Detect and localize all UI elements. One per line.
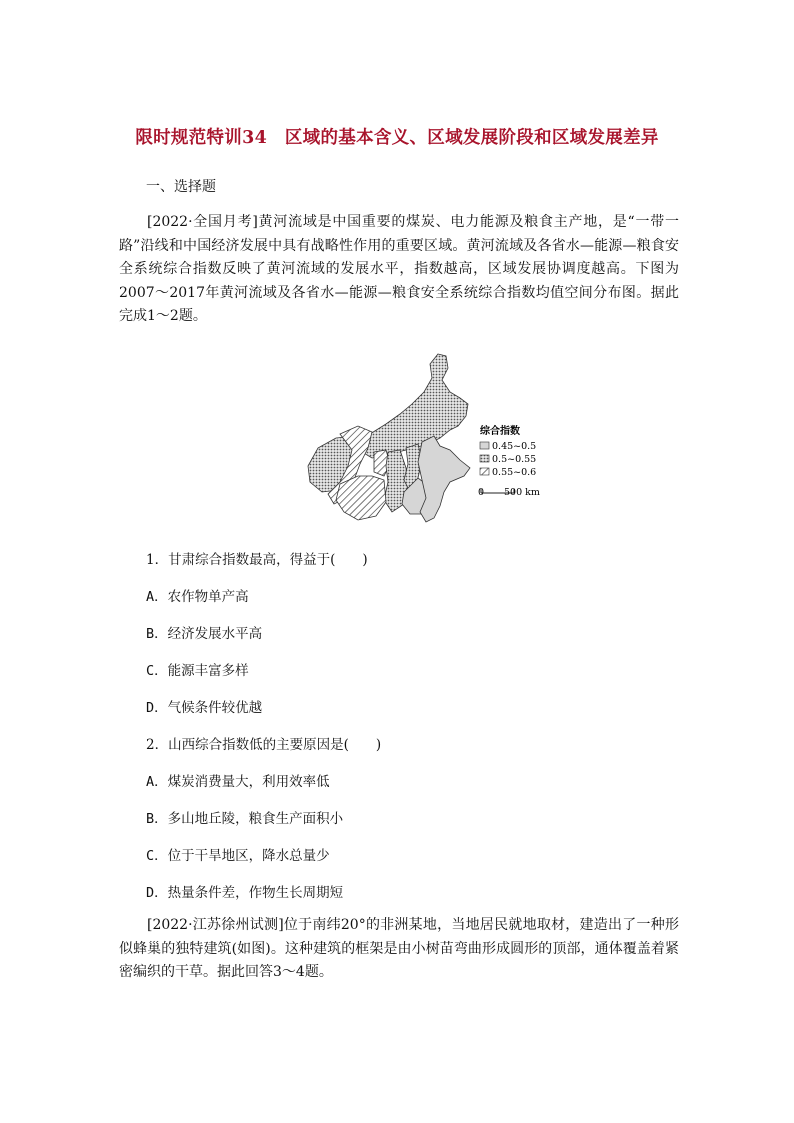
legend-title: 综合指数 bbox=[480, 426, 520, 437]
page-title: 限时规范特训34 区域的基本含义、区域发展阶段和区域发展差异 bbox=[135, 128, 659, 148]
map-svg bbox=[300, 352, 550, 524]
question-2-option-a: A．煤炭消费量大，利用效率低 bbox=[146, 774, 330, 790]
legend-item-3: 0.55~0.6 bbox=[492, 467, 537, 478]
section-heading: 一、选择题 bbox=[146, 179, 216, 195]
scale-label: 500 km bbox=[504, 487, 540, 498]
yellow-river-index-map bbox=[300, 352, 550, 524]
question-1-option-d: D．气候条件较优越 bbox=[146, 700, 263, 716]
legend-item-2: 0.5~0.55 bbox=[492, 454, 537, 465]
question-2-option-b: B．多山地丘陵，粮食生产面积小 bbox=[146, 811, 344, 827]
scale-zero: 0 bbox=[478, 487, 485, 498]
region-sichuan bbox=[336, 476, 386, 520]
question-1-option-a: A．农作物单产高 bbox=[146, 589, 249, 605]
passage-yellow-river: [2022·全国月考]黄河流域是中国重要的煤炭、电力能源及粮食主产地，是“一带一路”沿线和中国经济发展中具有战略性作用的重要区域。黄河流域及各省水—能源—粮食安全系统综合指数反映了黄河流域的发展水平，指数越高，区域发展协调度越高。下图为2007～2017年黄河流域及各省水—能源—粮食安全系统综合指数均值空间分布图。据此完成1～2题。 bbox=[119, 214, 679, 324]
legend-swatch-dotted bbox=[480, 455, 489, 462]
question-2-option-c: C．位于干旱地区，降水总量少 bbox=[146, 848, 330, 864]
legend-item-1: 0.45~0.5 bbox=[492, 441, 537, 452]
passage-africa-building: [2022·江苏徐州试测]位于南纬20°的非洲某地，当地居民就地取材，建造出了一种形似蜂巢的独特建筑(如图)。这种建筑的框架是由小树苗弯曲形成圆形的顶部，通体覆盖着紧密编织的干草。据此回答3～4题。 bbox=[119, 917, 679, 980]
question-1-option-c: C．能源丰富多样 bbox=[146, 663, 249, 679]
region-inner-mongolia bbox=[356, 354, 468, 458]
question-1-stem: 1．甘肃综合指数最高，得益于( ) bbox=[146, 552, 368, 568]
legend-swatch-light bbox=[480, 442, 489, 449]
question-2-stem: 2．山西综合指数低的主要原因是( ) bbox=[146, 737, 382, 753]
region-shandong bbox=[418, 436, 470, 522]
question-1-option-b: B．经济发展水平高 bbox=[146, 626, 263, 642]
legend-swatch-hatched bbox=[480, 468, 489, 475]
question-2-option-d: D．热量条件差，作物生长周期短 bbox=[146, 885, 344, 901]
